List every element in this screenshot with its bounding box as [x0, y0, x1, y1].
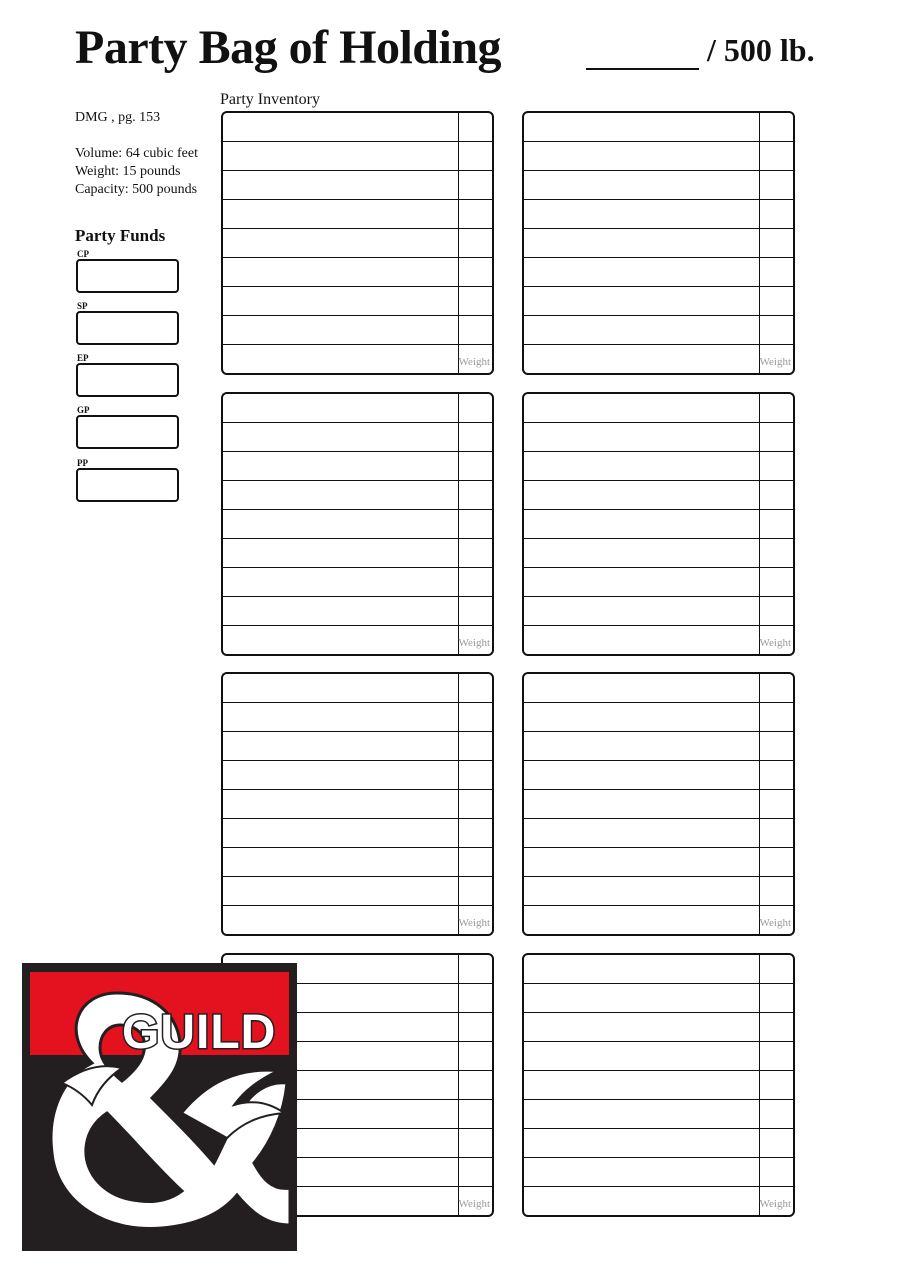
inventory-row[interactable] — [223, 258, 492, 287]
inventory-row[interactable] — [524, 142, 793, 171]
weight-column-divider — [458, 510, 459, 538]
inventory-row[interactable] — [223, 877, 492, 906]
weight-column-divider — [458, 848, 459, 876]
inventory-row[interactable] — [524, 394, 793, 423]
party-inventory-label: Party Inventory — [220, 91, 320, 108]
weight-column-divider — [458, 1158, 459, 1186]
inventory-row[interactable] — [524, 1071, 793, 1100]
weight-column-divider — [458, 200, 459, 228]
inventory-row[interactable] — [524, 848, 793, 877]
inventory-row[interactable] — [223, 171, 492, 200]
weight-column-divider — [458, 316, 459, 344]
weight-column-divider — [759, 510, 760, 538]
inventory-row[interactable] — [223, 200, 492, 229]
inventory-row[interactable] — [524, 955, 793, 984]
weight-column-divider — [759, 539, 760, 567]
inventory-row[interactable] — [223, 510, 492, 539]
weight-column-divider — [458, 1013, 459, 1041]
inventory-row[interactable] — [524, 316, 793, 345]
inventory-row[interactable] — [524, 984, 793, 1013]
weight-label: Weight — [458, 637, 490, 649]
inventory-row[interactable] — [223, 287, 492, 316]
inventory-row[interactable] — [524, 1129, 793, 1158]
weight-column-divider — [458, 955, 459, 983]
weight-column-divider — [458, 171, 459, 199]
inventory-row[interactable] — [223, 703, 492, 732]
inventory-row[interactable] — [524, 171, 793, 200]
weight-info: Weight: 15 pounds — [75, 164, 181, 179]
weight-column-divider — [759, 1158, 760, 1186]
inventory-row[interactable] — [524, 1187, 793, 1216]
weight-column-divider — [458, 877, 459, 905]
volume-info: Volume: 64 cubic feet — [75, 146, 198, 161]
inventory-row[interactable] — [223, 229, 492, 258]
capacity-total — [586, 30, 815, 70]
inventory-row[interactable] — [223, 113, 492, 142]
weight-column-divider — [458, 732, 459, 760]
inventory-row[interactable] — [524, 790, 793, 819]
weight-column-divider — [759, 819, 760, 847]
inventory-row[interactable] — [524, 1042, 793, 1071]
weight-column-divider — [458, 287, 459, 315]
weight-column-divider — [759, 674, 760, 702]
inventory-box — [221, 111, 494, 375]
weight-label: Weight — [458, 917, 490, 929]
inventory-row[interactable] — [524, 1013, 793, 1042]
coin-field-sp[interactable] — [76, 311, 179, 345]
coin-field-cp[interactable] — [76, 259, 179, 293]
inventory-row[interactable] — [524, 539, 793, 568]
inventory-row[interactable] — [223, 394, 492, 423]
page-title: Party Bag of Holding — [75, 21, 502, 74]
weight-column-divider — [759, 1013, 760, 1041]
weight-column-divider — [458, 674, 459, 702]
weight-column-divider — [458, 258, 459, 286]
weight-column-divider — [759, 258, 760, 286]
coin-label-ep: EP — [77, 353, 89, 363]
capacity-text: / 500 lb. — [707, 32, 815, 68]
inventory-row[interactable] — [524, 906, 793, 935]
weight-column-divider — [759, 703, 760, 731]
weight-column-divider — [759, 1071, 760, 1099]
weight-column-divider — [458, 984, 459, 1012]
inventory-row[interactable] — [223, 819, 492, 848]
inventory-row[interactable] — [524, 703, 793, 732]
inventory-box — [522, 672, 795, 936]
inventory-row[interactable] — [524, 345, 793, 374]
inventory-row[interactable] — [524, 674, 793, 703]
inventory-row[interactable] — [223, 790, 492, 819]
weight-column-divider — [759, 229, 760, 257]
inventory-box — [221, 672, 494, 936]
weight-column-divider — [458, 1071, 459, 1099]
weight-column-divider — [759, 1100, 760, 1128]
inventory-row[interactable] — [223, 674, 492, 703]
party-funds-title: Party Funds — [75, 226, 166, 245]
weight-column-divider — [458, 703, 459, 731]
inventory-row[interactable] — [524, 229, 793, 258]
weight-column-divider — [759, 848, 760, 876]
inventory-row[interactable] — [524, 1100, 793, 1129]
inventory-row[interactable] — [524, 568, 793, 597]
capacity-info: Capacity: 500 pounds — [75, 182, 198, 197]
weight-column-divider — [458, 597, 459, 625]
inventory-box — [522, 392, 795, 656]
weight-column-divider — [458, 113, 459, 141]
inventory-row[interactable] — [524, 481, 793, 510]
weight-column-divider — [458, 481, 459, 509]
weight-column-divider — [759, 790, 760, 818]
inventory-row[interactable] — [524, 819, 793, 848]
weight-column-divider — [759, 732, 760, 760]
inventory-row[interactable] — [223, 539, 492, 568]
weight-column-divider — [458, 394, 459, 422]
inventory-row[interactable] — [524, 732, 793, 761]
weight-column-divider — [759, 984, 760, 1012]
inventory-row[interactable] — [223, 761, 492, 790]
coin-label-gp: GP — [77, 405, 90, 415]
coin-label-cp: CP — [77, 249, 89, 259]
weight-column-divider — [458, 423, 459, 451]
weight-column-divider — [759, 481, 760, 509]
inventory-row[interactable] — [223, 732, 492, 761]
weight-column-divider — [759, 316, 760, 344]
weight-column-divider — [458, 452, 459, 480]
inventory-row[interactable] — [223, 568, 492, 597]
inventory-row[interactable] — [223, 481, 492, 510]
inventory-box — [522, 111, 795, 375]
weight-column-divider — [759, 142, 760, 170]
inventory-row[interactable] — [223, 316, 492, 345]
weight-column-divider — [759, 568, 760, 596]
weight-column-divider — [759, 200, 760, 228]
inventory-row[interactable] — [524, 597, 793, 626]
inventory-row[interactable] — [524, 287, 793, 316]
inventory-row[interactable] — [223, 597, 492, 626]
inventory-row[interactable] — [524, 877, 793, 906]
inventory-row[interactable] — [223, 142, 492, 171]
coin-label-pp: PP — [77, 458, 88, 468]
logo-word: GUILD — [122, 1006, 277, 1059]
weight-column-divider — [759, 394, 760, 422]
weight-column-divider — [759, 452, 760, 480]
source-reference: DMG , pg. 153 — [75, 110, 161, 125]
inventory-row[interactable] — [223, 345, 492, 374]
coin-field-pp[interactable] — [76, 468, 179, 502]
weight-label: Weight — [759, 1198, 791, 1210]
inventory-row[interactable] — [223, 452, 492, 481]
inventory-row[interactable] — [524, 626, 793, 655]
weight-label: Weight — [759, 917, 791, 929]
guild-logo — [22, 963, 297, 1251]
weight-label: Weight — [759, 637, 791, 649]
weight-column-divider — [458, 142, 459, 170]
weight-column-divider — [458, 819, 459, 847]
inventory-row[interactable] — [524, 258, 793, 287]
weight-column-divider — [759, 597, 760, 625]
weight-column-divider — [759, 955, 760, 983]
weight-label: Weight — [458, 1198, 490, 1210]
inventory-row[interactable] — [223, 423, 492, 452]
weight-column-divider — [458, 790, 459, 818]
weight-column-divider — [759, 171, 760, 199]
weight-column-divider — [458, 761, 459, 789]
inventory-box — [221, 392, 494, 656]
inventory-row[interactable] — [223, 848, 492, 877]
inventory-row[interactable] — [524, 510, 793, 539]
weight-column-divider — [458, 1129, 459, 1157]
inventory-row[interactable] — [524, 761, 793, 790]
weight-column-divider — [458, 539, 459, 567]
weight-column-divider — [759, 877, 760, 905]
weight-column-divider — [458, 229, 459, 257]
weight-column-divider — [458, 568, 459, 596]
weight-label: Weight — [458, 356, 490, 368]
weight-column-divider — [759, 287, 760, 315]
coin-field-gp[interactable] — [76, 415, 179, 449]
weight-column-divider — [759, 113, 760, 141]
inventory-row[interactable] — [524, 423, 793, 452]
inventory-row[interactable] — [223, 906, 492, 935]
coin-label-sp: SP — [77, 301, 88, 311]
weight-column-divider — [759, 1042, 760, 1070]
inventory-row[interactable] — [223, 626, 492, 655]
weight-label: Weight — [759, 356, 791, 368]
coin-field-ep[interactable] — [76, 363, 179, 397]
inventory-row[interactable] — [524, 200, 793, 229]
inventory-box — [522, 953, 795, 1217]
weight-column-divider — [759, 1129, 760, 1157]
inventory-row[interactable] — [524, 1158, 793, 1187]
weight-column-divider — [458, 1042, 459, 1070]
weight-column-divider — [458, 1100, 459, 1128]
weight-column-divider — [759, 761, 760, 789]
inventory-row[interactable] — [524, 452, 793, 481]
weight-column-divider — [759, 423, 760, 451]
current-weight-blank[interactable] — [586, 32, 699, 70]
inventory-row[interactable] — [524, 113, 793, 142]
